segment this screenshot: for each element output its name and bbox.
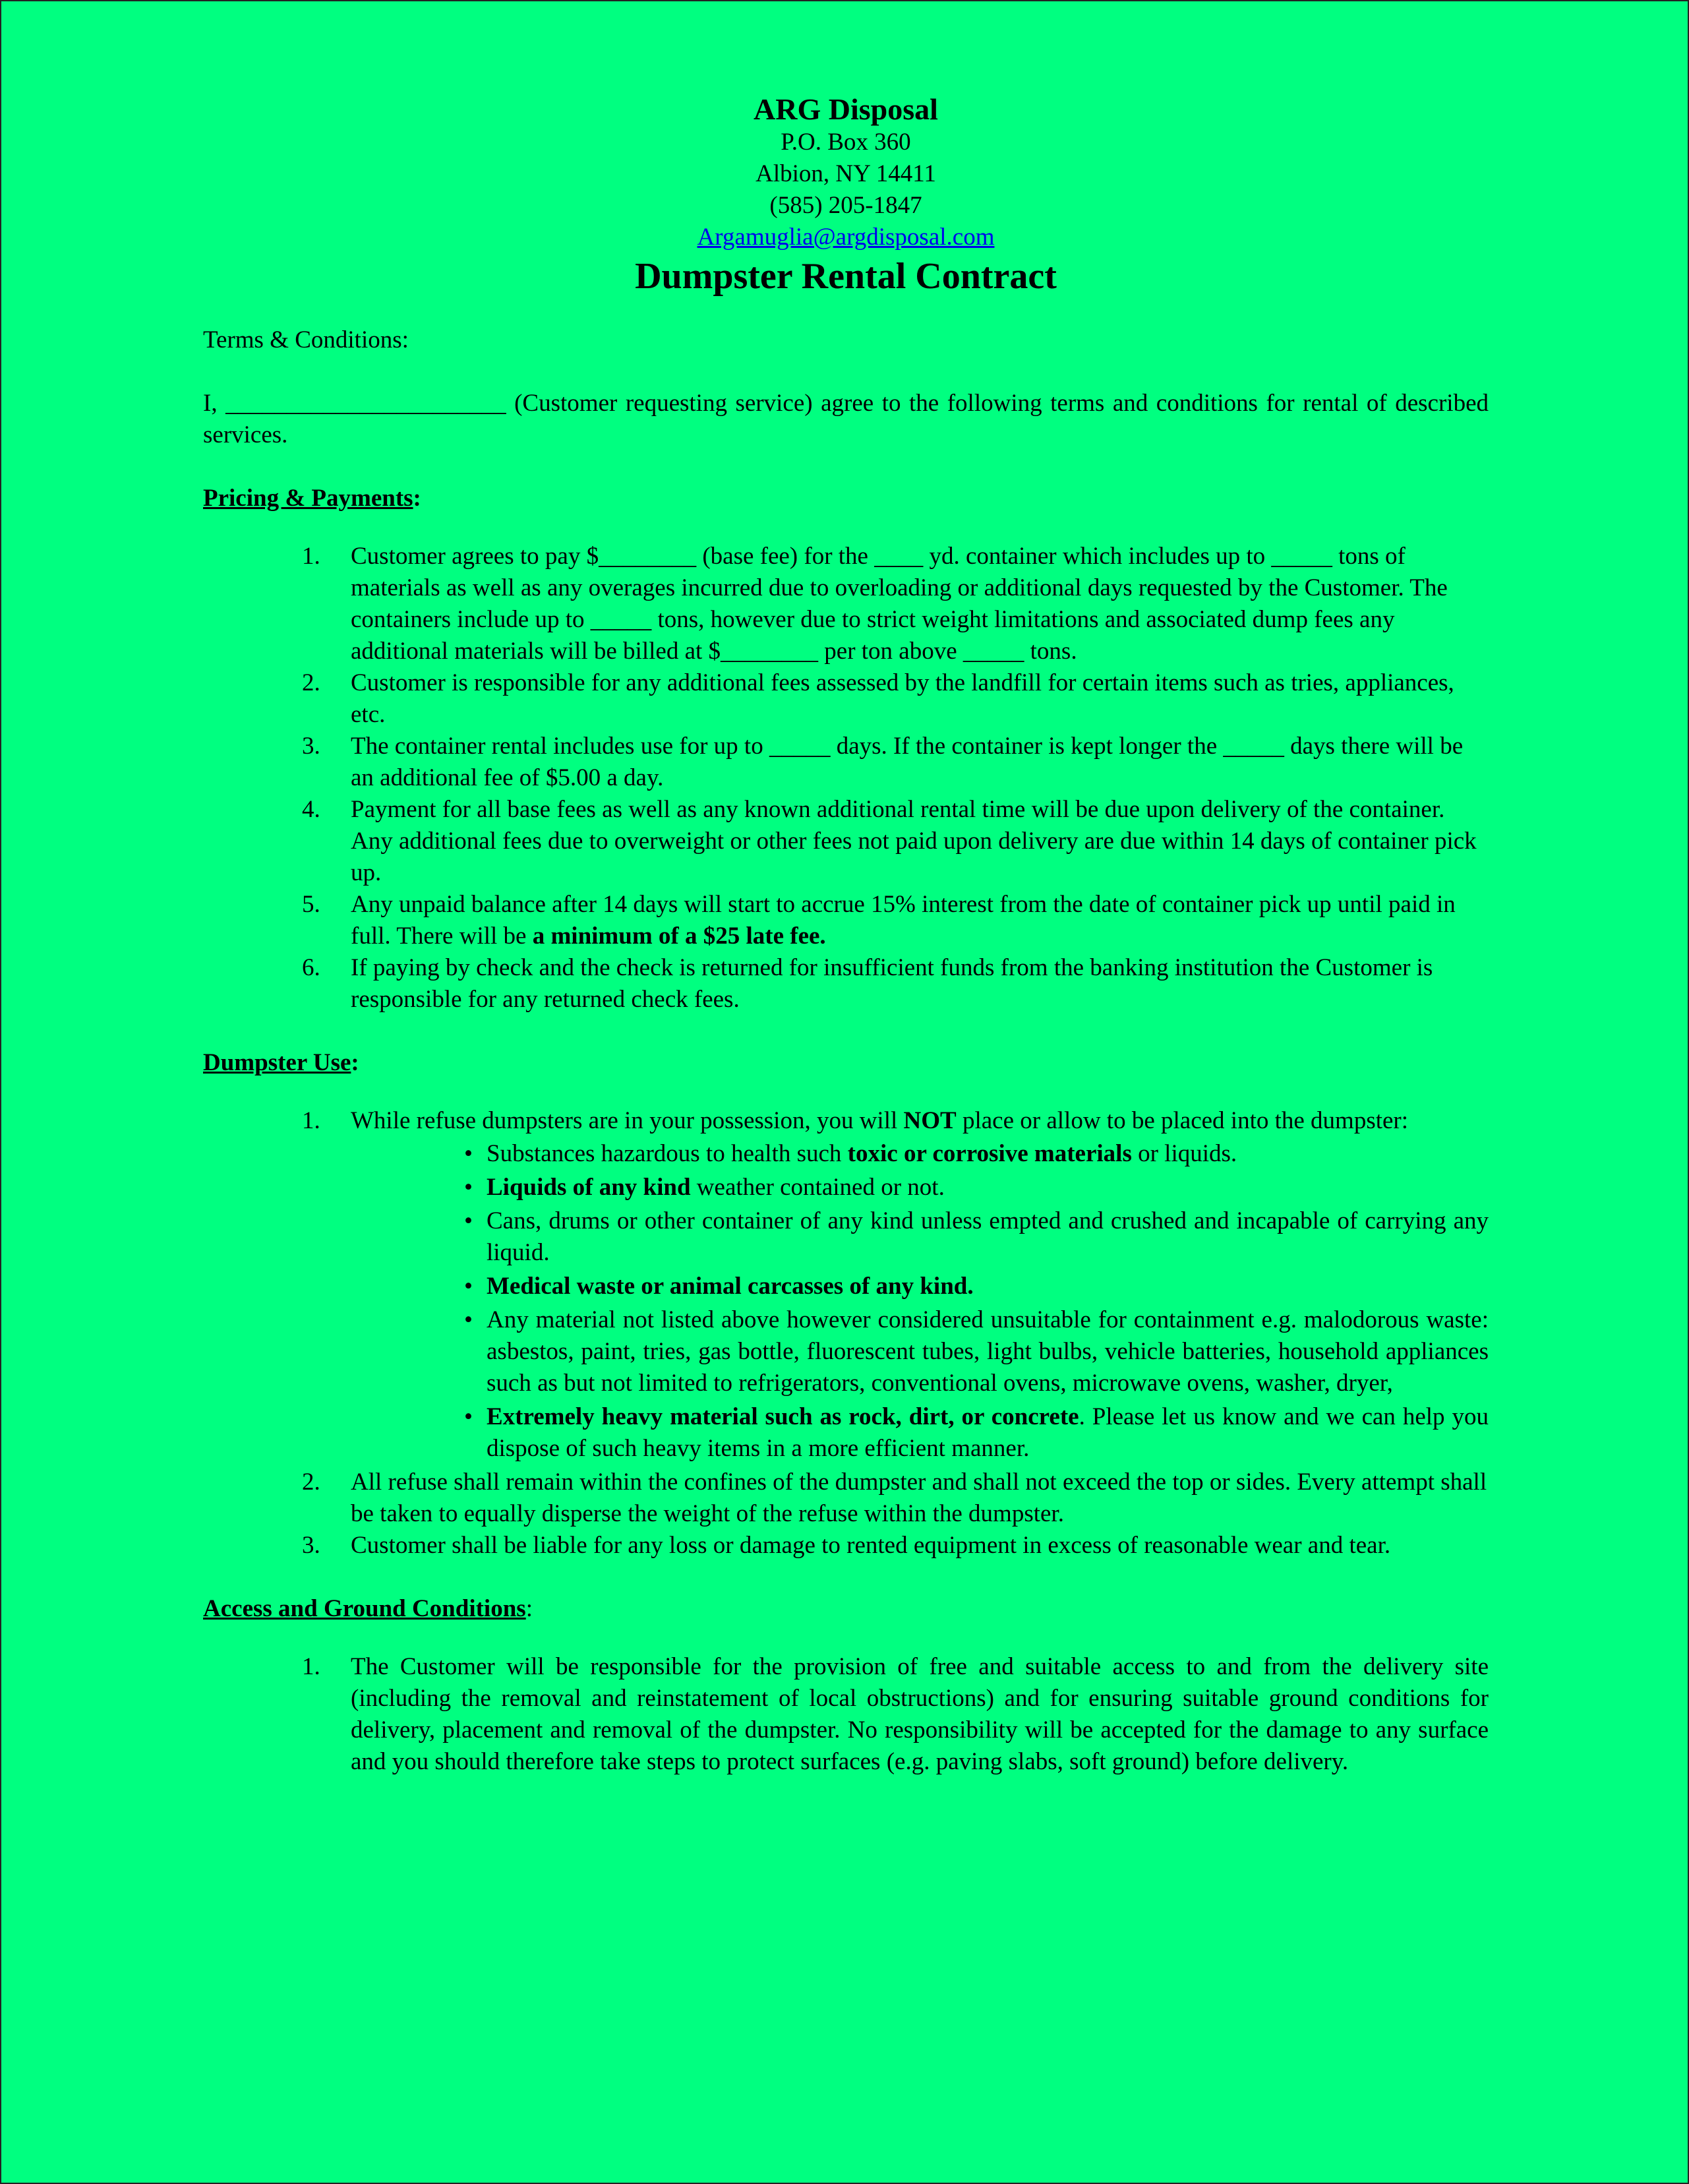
list-item-text: If paying by check and the check is returned for insufficient funds from the banking institution the Customer is responsible for any returned check fees. xyxy=(351,954,1433,1013)
access-heading xyxy=(203,1593,1489,1625)
text-segment: or liquids. xyxy=(1131,1140,1237,1167)
pricing-heading xyxy=(203,483,1489,514)
list-number: 2. xyxy=(302,1469,320,1496)
access-heading-colon: : xyxy=(525,1595,533,1622)
bullet-item xyxy=(351,1172,1489,1203)
use-heading xyxy=(203,1047,1489,1079)
use-heading-colon: : xyxy=(351,1049,359,1076)
text-segment: . Please let us know and we can help you dispose of such heavy items in a more efficient manner. xyxy=(487,1403,1489,1462)
list-number: 4. xyxy=(302,796,320,823)
bold-segment: toxic or corrosive materials xyxy=(847,1140,1132,1167)
list-item-text: All refuse shall remain within the confines of the dumpster and shall not exceed the top or sides. Every attempt shall be taken to equally disperse the weight of the refuse within the dumpster. xyxy=(351,1469,1487,1527)
phone-number: (585) 205-1847 xyxy=(769,192,922,219)
bullet-icon: • xyxy=(464,1273,473,1300)
document-title: Dumpster Rental Contract xyxy=(635,256,1057,297)
list-item-text: Customer shall be liable for any loss or damage to rented equipment in excess of reasonable wear and tear. xyxy=(351,1532,1391,1559)
list-number: 1. xyxy=(302,1107,320,1134)
list-number: 3. xyxy=(302,733,320,760)
address-line-1: P.O. Box 360 xyxy=(781,129,911,156)
not-emphasis: NOT xyxy=(903,1107,957,1134)
list-number: 6. xyxy=(302,954,320,981)
list-item xyxy=(203,889,1489,952)
terms-label: Terms & Conditions: xyxy=(203,326,409,353)
text-segment: place or allow to be placed into the dumpster: xyxy=(956,1107,1409,1134)
company-name: ARG Disposal xyxy=(754,92,938,126)
list-number: 3. xyxy=(302,1532,320,1559)
list-item-text: Any unpaid balance after 14 days will start to accrue 15% interest from the date of container pick up until paid in full. There will be xyxy=(351,891,1456,950)
list-number: 2. xyxy=(302,669,320,696)
email-link[interactable]: Argamuglia@argdisposal.com xyxy=(697,224,995,251)
list-number: 1. xyxy=(302,543,320,570)
text-segment: Cans, drums or other container of any kind unless empted and crushed and incapable of carrying any liquid. xyxy=(487,1207,1489,1266)
intro-paragraph: I, _______________________ (Customer requesting service) agree to the following terms and conditions for rental of described services. xyxy=(203,390,1489,448)
list-item xyxy=(203,1530,1489,1562)
bullet-icon: • xyxy=(464,1174,473,1201)
list-item-text xyxy=(351,1105,1489,1137)
use-heading-text: Dumpster Use xyxy=(203,1049,351,1076)
bullet-icon: • xyxy=(464,1207,473,1234)
bold-segment: Extremely heavy material such as rock, dirt, or concrete xyxy=(487,1403,1079,1430)
list-item xyxy=(203,1467,1489,1530)
bullet-item xyxy=(351,1304,1489,1399)
use-list xyxy=(203,1105,1489,1562)
letterhead xyxy=(203,92,1489,299)
pricing-list xyxy=(203,541,1489,1016)
text-segment: Substances hazardous to health such xyxy=(487,1140,848,1167)
list-number: 5. xyxy=(302,891,320,918)
list-item xyxy=(203,541,1489,667)
pricing-heading-colon: : xyxy=(413,485,421,512)
list-item xyxy=(203,731,1489,794)
list-item xyxy=(203,667,1489,731)
bullet-item xyxy=(351,1138,1489,1170)
access-list xyxy=(203,1651,1489,1778)
list-item-text: Payment for all base fees as well as any known additional rental time will be due upon delivery of the container. Any additional fees due to overweight or other fees not paid upon delivery are due within 14 days of container pick up. xyxy=(351,796,1477,886)
bullet-item xyxy=(351,1271,1489,1302)
bold-segment: Liquids of any kind xyxy=(487,1174,691,1201)
bullet-icon: • xyxy=(464,1140,473,1167)
pricing-heading-text: Pricing & Payments xyxy=(203,485,413,512)
bullet-item xyxy=(351,1205,1489,1269)
list-item xyxy=(203,794,1489,889)
list-item xyxy=(203,952,1489,1016)
late-fee-emphasis: a minimum of a $25 late fee. xyxy=(532,923,826,950)
list-item-text: Customer agrees to pay $________ (base fee) for the ____ yd. container which includes up to _____ tons of materials as well as any overages incurred due to overloading or additional days requested by the Customer. The containers include up to _____ tons, however due to strict weight limitations and associated dump fees any additional materials will be billed at $________ per ton above _____ tons. xyxy=(351,543,1448,665)
list-number: 1. xyxy=(302,1653,320,1680)
bullet-item xyxy=(351,1401,1489,1465)
text-segment: Any material not listed above however considered unsuitable for containment e.g. malodorous waste: asbestos, paint, tries, gas bottle, fluorescent tubes, light bulbs, vehicle batteries, household appliances such as but not limited to refrigerators, conventional ovens, microwave ovens, washer, dryer, xyxy=(487,1306,1489,1397)
list-item xyxy=(203,1651,1489,1778)
document-body xyxy=(203,92,1489,1778)
list-item-text: The Customer will be responsible for the provision of free and suitable access to and from the delivery site (including the removal and reinstatement of local obstructions) and for ensuring suitable ground conditions for delivery, placement and removal of the dumpster. No responsibility will be accepted for the damage to any surface and you should therefore take steps to protect surfaces (e.g. paving slabs, soft ground) before delivery. xyxy=(351,1653,1489,1775)
address-line-2: Albion, NY 14411 xyxy=(756,160,936,187)
list-item-text: The container rental includes use for up to _____ days. If the container is kept longer the _____ days there will be an additional fee of $5.00 a day. xyxy=(351,733,1464,791)
bullet-icon: • xyxy=(464,1306,473,1333)
prohibited-items-list xyxy=(351,1138,1489,1465)
text-segment: weather contained or not. xyxy=(690,1174,945,1201)
text-segment: While refuse dumpsters are in your possession, you will xyxy=(351,1107,904,1134)
access-heading-text: Access and Ground Conditions xyxy=(203,1595,526,1622)
list-item xyxy=(203,1105,1489,1465)
bold-segment: Medical waste or animal carcasses of any kind. xyxy=(487,1273,974,1300)
bullet-icon: • xyxy=(464,1403,473,1430)
list-item-text: Customer is responsible for any additional fees assessed by the landfill for certain items such as tries, appliances, etc. xyxy=(351,669,1454,728)
